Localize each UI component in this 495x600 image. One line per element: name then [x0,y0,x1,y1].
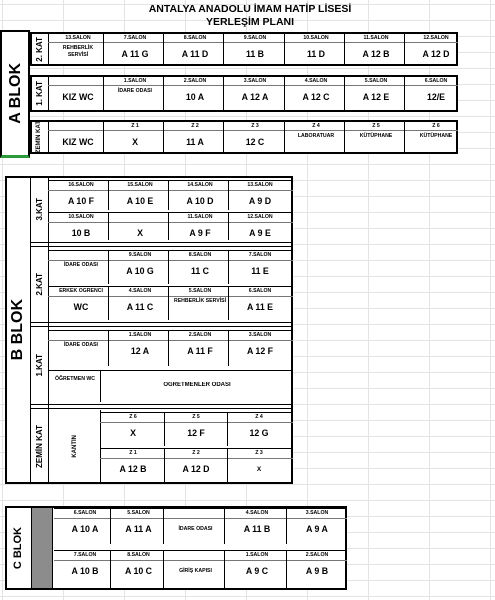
c-blok-corridor [31,508,53,588]
room-value: KIZ WC [62,92,94,102]
room-label: 2.SALON [305,552,329,558]
room-value: A 11 D [181,49,209,59]
divider-line [48,120,49,154]
divider-line [108,250,109,284]
room-value: A 9 B [305,566,329,576]
room-value: A 11 A [125,524,152,534]
room-label: 3.SALON [305,510,329,516]
divider-line [54,560,347,561]
room-label: 8.SALON [188,252,212,258]
room-label: 5.SALON [127,510,150,516]
room-value: A 12 D [182,464,210,474]
room-value: İDARE ODASI [178,526,213,532]
room-label: Z 4 [312,123,320,129]
room-value: A 10 D [186,196,214,206]
room-value: X [130,428,136,438]
room-value: 10 A [185,92,205,102]
room-label: Z 2 [192,450,200,456]
room-value: GİRİŞ KAPISI [179,568,212,574]
room-label: 5.SALON [364,78,388,84]
room-value: KIZ WC [62,137,94,147]
room-label: Z 6 [129,414,137,420]
room-value: 12/E [426,92,446,102]
a-kat1-text: 1. KAT [34,81,44,106]
room-label: 2.SALON [183,78,207,84]
kantin-text: KANTİN [72,434,78,458]
room-value: 11 B [245,49,265,59]
divider-line [30,246,293,247]
b-floor-label [31,328,48,402]
room-value: A 12 C [302,92,330,102]
room-label: Z 5 [192,414,200,420]
room-value: REHBERLİK SERVİSİ [173,298,227,304]
room-value: 11 E [251,266,269,276]
b-kat1-text: 1.KAT [35,353,44,377]
b-floor-label [31,178,48,240]
b-floor-label [31,248,48,320]
divider-line [48,212,293,213]
room-value: 10 B [71,228,91,238]
divider-line [48,260,293,261]
room-value: A 12 A [241,92,269,102]
room-label: 12.SALON [247,214,273,220]
school-title: ANTALYA ANADOLU İMAM HATİP LİSESİ [148,3,352,15]
room-label: 1.SALON [128,332,152,338]
room-value: A 11 B [243,524,271,534]
room-value: İDARE ODASI [63,262,98,268]
room-label: 13.SALON [65,35,91,41]
room-value: A 11 F [187,346,213,356]
room-label: ERKEK ÖĞRENCİ [59,288,103,294]
divider-line [48,190,293,191]
b-zemin-text: ZEMİN KAT [35,424,44,468]
room-label: 6.SALON [248,288,272,294]
room-label: 7.SALON [73,552,97,558]
room-label: 8.SALON [127,552,150,558]
room-value: A 10 G [126,266,154,276]
room-value: A 10 A [71,524,99,534]
room-label: 14.SALON [187,182,213,188]
divider-line [48,32,49,66]
room-value: A 12 D [422,49,450,59]
room-value: A 12 F [246,346,274,356]
room-label: 6.SALON [424,78,448,84]
divider-line [100,412,293,413]
divider-line [48,296,293,297]
room-value: A 9 D [248,196,272,206]
divider-line [48,130,458,131]
b-blok-name: B BLOK [9,299,26,361]
room-label: Z 6 [432,123,440,129]
divider-line [30,242,293,243]
b-kat3-text: 3.KAT [35,197,44,221]
room-value: KÜTÜPHANE [419,133,453,139]
room-value: A 9 F [189,228,211,238]
room-label: Z 1 [131,123,139,129]
divider-line [100,448,293,449]
room-label: 11.SALON [363,35,389,41]
room-value: 12 F [187,428,205,438]
a-zemin-label [32,122,46,152]
room-value: A 11 G [121,49,149,59]
room-label: 8.SALON [183,35,207,41]
room-value: 11 C [190,266,210,276]
room-label: 16.SALON [68,182,94,188]
divider-line [54,550,347,551]
room-label: 4.SALON [304,78,328,84]
room-value: 12 G [249,428,269,438]
divider-line [54,508,347,509]
room-label: Z 3 [251,123,259,129]
room-label: 1.SALON [123,78,147,84]
room-value: A 10 E [126,196,154,206]
a-kat1-label [32,77,46,110]
a-blok-name: A BLOK [7,62,24,124]
room-value: İDARE ODASI [63,342,98,348]
plan-title: YERLEŞİM PLANI [205,16,295,28]
room-value: 11 A [186,137,204,147]
b-floor-label [31,410,48,482]
room-value: A 11 E [246,302,274,312]
divider-line [54,518,347,519]
room-label: 4.SALON [245,510,269,516]
room-label: Z 3 [255,450,263,456]
room-value: A 10 F [67,196,95,206]
room-label: 3.SALON [243,78,267,84]
room-value: 12 A [130,346,150,356]
room-label: 13.SALON [247,182,273,188]
room-label: 5.SALON [188,288,212,294]
divider-line [48,42,458,43]
divider-line [48,180,293,181]
teacher-wc: ÖĞRETMEN WC [54,376,96,382]
kantin [50,410,100,482]
b-kat2-text: 2.KAT [35,272,44,296]
room-value: A 9 E [249,228,271,238]
room-value: 12 C [245,137,265,147]
a-kat2-text: 2. KAT [34,36,44,62]
divider-line [100,370,101,402]
room-value: İDARE ODASI [117,88,152,94]
divider-line [48,222,293,223]
divider-line [48,340,293,341]
divider-line [48,330,293,331]
room-value: A 9 C [245,566,269,576]
room-value: X [137,228,143,238]
room-label: 15.SALON [127,182,153,188]
divider-line [30,326,293,327]
a-blok-label [2,30,30,156]
room-label: 7.SALON [248,252,272,258]
divider-line [30,322,293,323]
room-label: 3.SALON [248,332,272,338]
divider-line [100,458,293,459]
divider-line [30,408,293,409]
room-label: Z 5 [372,123,380,129]
room-label: 11.SALON [187,214,213,220]
a-zemin-text: ZEMİN KAT [36,120,42,154]
room-value: A 12 E [362,92,390,102]
room-value: A 12 B [119,464,147,474]
divider-line [48,250,293,251]
room-value: REHBERLİK SERVİSİ [62,45,94,58]
b-blok-label [6,178,30,482]
divider-line [48,85,458,86]
room-value: LABORATUAR [297,133,335,139]
c-blok-name: C BLOK [12,526,24,570]
divider-line [108,330,109,366]
room-label: 9.SALON [243,35,267,41]
divider-line [100,410,101,482]
room-value: A 10 B [71,566,99,576]
room-label: Z 4 [255,414,263,420]
room-value: WC [73,302,89,312]
c-blok-label [6,508,30,588]
room-label: 9.SALON [128,252,152,258]
a-kat2-label [32,34,46,64]
room-value: 11 D [306,49,326,59]
divider-line [30,404,293,405]
room-value: A 12 B [362,49,390,59]
room-label: Z 2 [191,123,199,129]
room-value: KÜTÜPHANE [359,133,393,139]
divider-line [48,370,293,371]
teacher-room: ÖĞRETMENLER ODASI [163,382,231,388]
room-value: A 10 C [124,566,153,576]
room-value: X [256,466,262,473]
room-label: 6.SALON [73,510,97,516]
room-label: Z 1 [129,450,137,456]
room-value: X [132,137,138,147]
divider-line [48,286,293,287]
room-label: 10.SALON [303,35,329,41]
room-label: 7.SALON [123,35,147,41]
divider-line [48,75,49,112]
room-value: A 11 C [126,302,154,312]
room-label: 12.SALON [423,35,449,41]
room-label: 10.SALON [68,214,94,220]
room-label: 4.SALON [128,288,152,294]
room-label: 2.SALON [188,332,212,338]
divider-line [100,422,293,423]
room-label: 1.SALON [245,552,269,558]
room-value: A 9 A [306,524,328,534]
